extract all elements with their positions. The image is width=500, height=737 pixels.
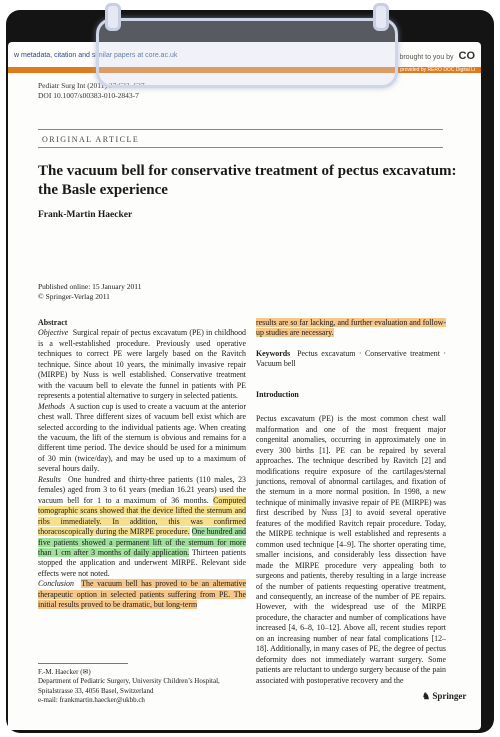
section-tag: ORIGINAL ARTICLE bbox=[42, 135, 140, 144]
methods-label: Methods bbox=[38, 401, 66, 411]
results-tail: Thirteen patients stopped the application and underwent MIRPE. Relevant side effects were not noted. bbox=[38, 547, 246, 578]
published-date: Published online: 15 January 2011 bbox=[38, 282, 142, 291]
clip-ring-right-icon bbox=[373, 3, 389, 31]
footnote-rule bbox=[38, 663, 128, 664]
core-brought-by bbox=[399, 50, 475, 62]
clipboard-clip bbox=[96, 18, 398, 88]
intro-heading: Introduction bbox=[256, 389, 299, 399]
clip-ring-left-icon bbox=[105, 3, 121, 31]
results-label: Results bbox=[38, 474, 61, 484]
doi: DOI 10.1007/s00383-010-2843-7 bbox=[38, 91, 139, 100]
results-highlight-green[interactable]: One hundred and five patients showed a permanent lift of the sternum for more than 1 cm after 3 months of daily application. bbox=[38, 527, 246, 557]
conclusion-highlight[interactable]: The vacuum bell has proved to be an alternative therapeutic option in selected patients suffering from PE. The initial results proved to be dramatic, but long-term bbox=[38, 579, 246, 610]
springer-text: Springer bbox=[432, 691, 467, 701]
abstract-results bbox=[38, 475, 246, 580]
abstract-continuation bbox=[256, 318, 446, 339]
abstract-column bbox=[38, 318, 246, 611]
core-logo-icon: CO bbox=[458, 50, 475, 62]
publication-info bbox=[38, 282, 141, 302]
right-column bbox=[256, 318, 446, 686]
provided-by-text[interactable]: provided by RERO DOC Digital Li bbox=[400, 67, 475, 73]
abstract-heading: Abstract bbox=[38, 318, 68, 327]
journal-citation: Pediatr Surg Int (2011) 27:623–627 bbox=[38, 81, 145, 90]
document-frame bbox=[6, 10, 494, 733]
conclusion-label: Conclusion bbox=[38, 579, 74, 589]
continuation-highlight[interactable]: results are so far lacking, and further evaluation and follow-up studies are necessary. bbox=[256, 318, 446, 338]
footnote-email[interactable]: e-mail: frankmartin.haecker@ukbb.ch bbox=[38, 695, 145, 704]
copyright: © Springer-Verlag 2011 bbox=[38, 292, 110, 301]
article-title: The vacuum bell for conservative treatment of pectus excavatum: the Basle experience bbox=[38, 163, 457, 198]
footnote-dept: Department of Pediatric Surgery, University Children’s Hospital, bbox=[38, 677, 220, 686]
keywords bbox=[256, 349, 446, 370]
objective-text: Surgical repair of pectus excavatum (PE) in childhood is a well-established procedure. Previously used operative techniques to correct PE were largely based on the Ravitch technique. Since about 10 years, the minimally invasive repair (MIRPE) by Nuss is well established. Conservative treatment with the vacuum bell to elevate the funnel in patients with PE represents a potential alternative to surgery in selected patients. bbox=[38, 328, 246, 401]
core-link[interactable]: w metadata, citation and similar papers at core.ac.uk bbox=[14, 52, 178, 59]
objective-label: Objective bbox=[38, 328, 69, 338]
abstract-objective bbox=[38, 328, 246, 401]
rule-top bbox=[38, 129, 443, 130]
keywords-label: Keywords bbox=[256, 348, 291, 358]
results-highlight-yellow[interactable]: Computed tomographic scans showed that the device lifted the sternum and ribs immediately. In addition, this was confirmed thoracoscopically during the MIRPE procedure. bbox=[38, 495, 246, 537]
rule-bottom bbox=[38, 147, 443, 148]
springer-horse-icon: ♞ bbox=[422, 691, 431, 701]
intro-text: Pectus excavatum (PE) is the most common chest wall malformation and one of the most frequent major congenital anomalies, occurring in approximately one in every 300 births [1]. PE can be repaired by several approaches. The technique described by Ravitch [2] and modifications require exposure of the cartilages/sternal junctions, removal of abnormal cartilages, and fixation of the sternum in a more normal position. In 1998, a new technique of minimally invasive repair of PE (MIRPE) was first described by Nuss [3] to avoid several operative features of the modified Ravitch repair procedure. Today, the MIRPE technique is well established and represents a common used technique [4–9]. The shorter operating time, smaller incisions, and considerably less dissection have made the MIRPE procedure very appealing both to surgeons and patients, thereby resulting in a large increase of the number of patients requesting operative treatment, and consequently, an increase of the number of PE repairs. However, with the widespread use of the MIRPE procedure, the character and number of complications have increased [4, 6–8, 10–12]. Above all, recent studies report on an increasing number of near fatal complications [12–18]. Additionally, in many cases of PE, the degree of pectus deformity does not immediately warrant surgery. Some patients are reluctant to undergo surgery because of the pain associated with postoperative recovery and the bbox=[256, 414, 446, 685]
results-text: One hundred and thirty-three patients (110 males, 23 females) aged from 3 to 61 years (median 16.21 years) used the vacuum bell for 1 to a maximum of 36 months. bbox=[38, 474, 246, 505]
footnote-name: F.-M. Haecker (✉) bbox=[38, 668, 91, 676]
author-footnote bbox=[38, 668, 220, 705]
paper-page bbox=[8, 42, 481, 730]
abstract-methods bbox=[38, 402, 246, 475]
springer-logo bbox=[422, 691, 466, 702]
methods-text: A suction cup is used to create a vacuum at the anterior chest wall. Three different sizes of vacuum bell exist which are selected according to the individual patients age. When creating the vacuum, the lift of the sternum is obvious and remains for a different time period. The device should be used for a minimum of 30 min (twice/day), and may be used up to a maximum of several hours daily. bbox=[38, 401, 246, 474]
brought-by-text: brought to you by bbox=[399, 54, 454, 61]
abstract-conclusion bbox=[38, 579, 246, 610]
author: Frank-Martin Haecker bbox=[38, 210, 133, 220]
keywords-text: Pectus excavatum · Conservative treatment · Vacuum bell bbox=[256, 348, 446, 369]
footnote-addr: Spitalstrasse 33, 4056 Basel, Switzerland bbox=[38, 686, 154, 695]
